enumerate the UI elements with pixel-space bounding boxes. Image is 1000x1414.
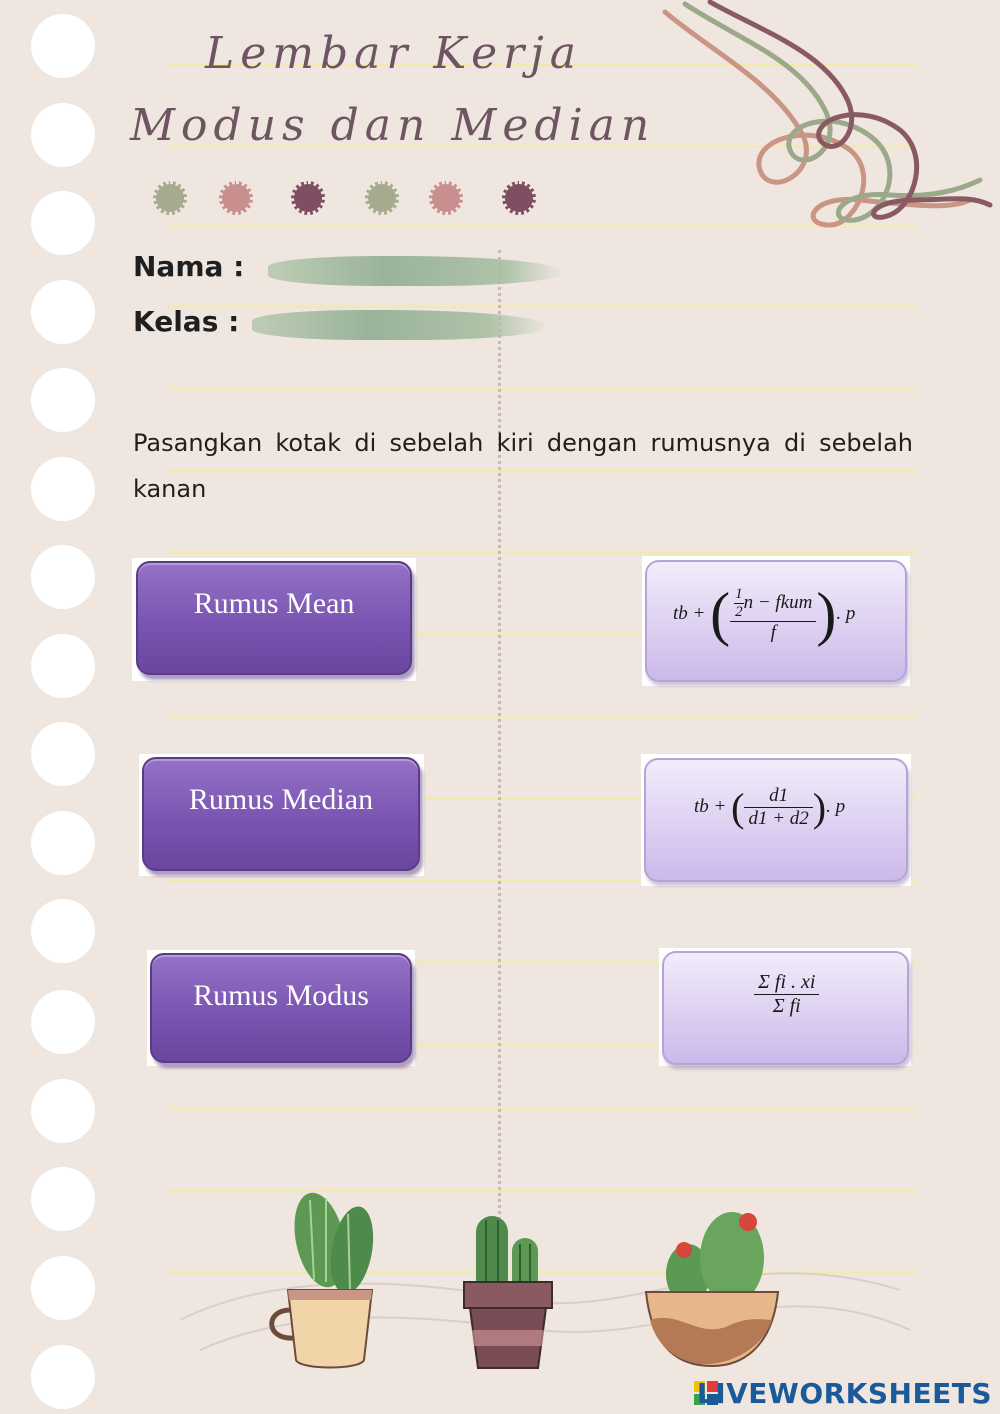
decor-dot (153, 181, 187, 215)
binder-ring (31, 457, 95, 521)
class-label: Kelas : (133, 305, 240, 338)
binder-ring (31, 1345, 95, 1409)
formula-1-fraction (730, 586, 816, 644)
decor-dot (502, 181, 536, 215)
worksheet-title-line2: Modus dan Median (130, 100, 656, 151)
left-box-frame (139, 754, 424, 876)
right-box-frame (642, 556, 910, 686)
right-box-frame (659, 948, 911, 1066)
binder-ring (31, 1079, 95, 1143)
formula-box-3[interactable] (662, 951, 909, 1065)
swirl-stroke-sage (685, 4, 980, 220)
worksheet-title-line1: Lembar Kerja (205, 28, 583, 79)
right-paren-icon: ) (816, 581, 837, 647)
binder-ring (31, 368, 95, 432)
formula-1-num: n − fkum (743, 591, 813, 613)
binder-ring (31, 191, 95, 255)
left-box-frame (132, 558, 416, 681)
notebook-rule (168, 552, 916, 554)
notebook-rule (168, 716, 916, 718)
right-paren-icon: ) (812, 785, 827, 830)
binder-ring (31, 990, 95, 1054)
decor-dot (365, 181, 399, 215)
left-paren-icon: ( (731, 785, 745, 830)
formula-3-den: Σ fi (772, 995, 801, 1017)
formula-3-num: Σ fi . xi (754, 971, 819, 995)
binder-ring (31, 103, 95, 167)
instruction-text: Pasangkan kotak di sebelah kiri dengan rumusnya di sebelah kanan (133, 429, 913, 503)
binder-ring (31, 545, 95, 609)
binder-ring (31, 811, 95, 875)
cactus-pot-icon (464, 1216, 552, 1368)
binder-ring (31, 1167, 95, 1231)
formula-2-den: d1 + d2 (748, 808, 809, 829)
formula-box-1[interactable] (645, 560, 907, 682)
formula-3-fraction (754, 971, 819, 1018)
rumus-modus-box[interactable] (150, 953, 412, 1063)
formula-2 (694, 784, 845, 831)
formula-2-suffix: . p (826, 795, 846, 817)
formula-2-prefix: tb + (694, 795, 727, 817)
left-box-frame (147, 950, 415, 1066)
binder-ring (31, 722, 95, 786)
left-paren-icon: ( (710, 581, 731, 647)
formula-1-prefix: tb + (673, 602, 706, 624)
formula-2-num: d1 (744, 785, 812, 808)
decor-dot (219, 181, 253, 215)
formula-box-2[interactable] (644, 758, 908, 882)
decor-dot (291, 181, 325, 215)
formula-1 (673, 580, 855, 649)
rumus-median-label: Rumus Median (188, 783, 374, 816)
formula-2-fraction (744, 785, 812, 830)
name-input-field[interactable] (268, 256, 564, 286)
half-num: 1 (735, 585, 743, 602)
right-box-frame (641, 754, 911, 886)
rumus-median-box[interactable] (142, 757, 420, 871)
formula-1-suffix: . p (836, 602, 856, 624)
rumus-modus-label: Rumus Modus (193, 979, 369, 1012)
half-den: 2 (735, 603, 743, 620)
binder-ring (31, 899, 95, 963)
swirl-stroke-plum (710, 2, 990, 217)
name-label: Nama : (133, 250, 245, 283)
swirl-decoration-icon (650, 0, 1000, 250)
rumus-mean-box[interactable] (136, 561, 412, 675)
binder-ring (31, 280, 95, 344)
class-input-field[interactable] (252, 310, 548, 340)
center-dotted-divider (498, 250, 501, 1250)
notebook-rule (168, 388, 916, 390)
liveworksheets-watermark: LIVEWORKSHEETS (696, 1377, 992, 1410)
formula-1-den: f (770, 621, 776, 643)
formula-3 (754, 971, 819, 1018)
binder-ring (31, 14, 95, 78)
cactus-mug-icon (272, 1188, 380, 1367)
binder-ring (31, 634, 95, 698)
notebook-rule (168, 1108, 916, 1110)
notebook-rule (168, 306, 916, 308)
binder-ring (31, 1256, 95, 1320)
rumus-mean-label: Rumus Mean (193, 587, 355, 620)
half-fraction (734, 586, 744, 621)
decor-dot (429, 181, 463, 215)
cactus-decoration-icon (160, 1170, 920, 1400)
